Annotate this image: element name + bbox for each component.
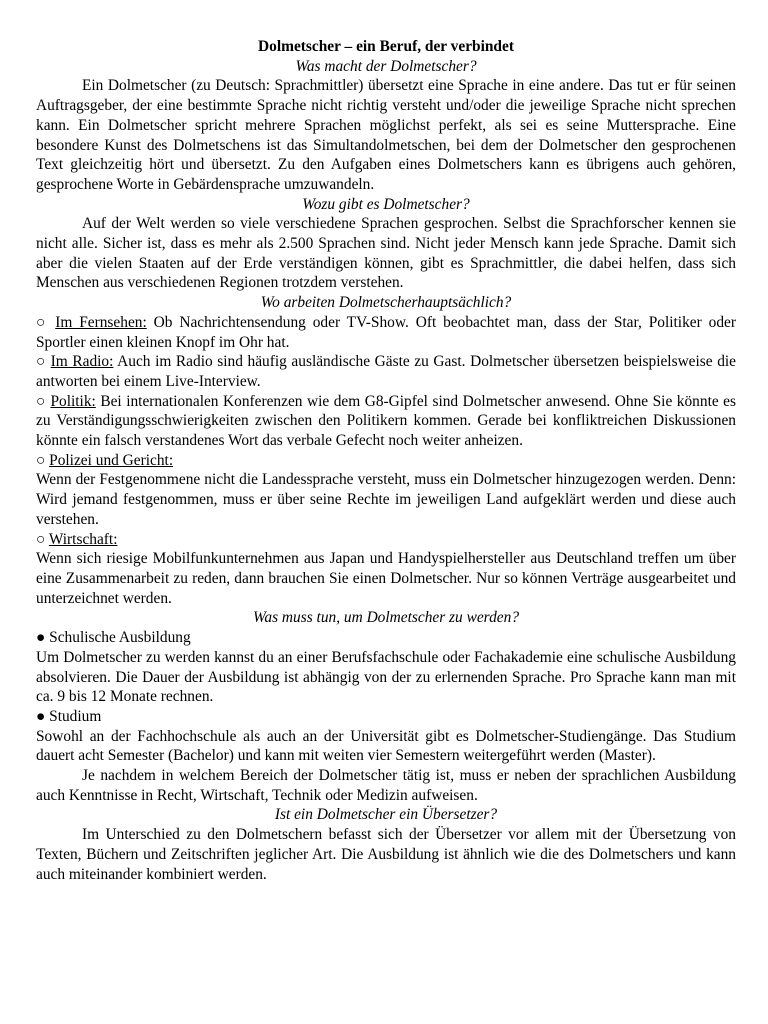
list-item-polizei [36, 451, 736, 471]
filled-bullet-icon: ● [36, 707, 46, 725]
filled-bullet-icon: ● [36, 629, 46, 647]
item-label: Studium [49, 707, 102, 725]
item-label: Politik: [50, 392, 96, 410]
hollow-bullet-icon: ○ [36, 313, 49, 331]
section-heading-was-macht: Was macht der Dolmetscher? [295, 57, 477, 75]
item-text: Ob Nachrichtensendung oder TV-Show. Oft beobachtet man, dass der Star, Politiker oder Sportler einen kleinen Knopf im Ohr hat. [36, 313, 736, 351]
section-heading-was-muss: Was muss tun, um Dolmetscher zu werden? [252, 609, 520, 627]
item-label: Im Fernsehen: [55, 313, 147, 331]
item-text-schulische-ausbildung: Um Dolmetscher zu werden kannst du an einer Berufsfachschule oder Fachakademie eine schulische Ausbildung absolvieren. Die Dauer der Ausbildung ist abhängig von der zu erlernenden Sprache. Pro Sprache kann man mit ca. 9 bis 12 Monate rechnen. [36, 648, 736, 706]
section-heading-wozu: Wozu gibt es Dolmetscher? [302, 195, 470, 213]
list-item-radio [36, 352, 736, 391]
hollow-bullet-icon: ○ [36, 392, 46, 410]
section-heading-uebersetzer: Ist ein Dolmetscher ein Übersetzer? [274, 806, 498, 824]
document-title: Dolmetscher – ein Beruf, der verbindet [258, 38, 514, 55]
item-text-polizei: Wenn der Festgenommene nicht die Landessprache versteht, muss ein Dolmetscher hinzugezogen werden. Denn: Wird jemand festgenommen, muss er über seine Rechte im jeweiligen Land aufgeklärt werden und diese auch verstehen. [36, 471, 736, 528]
hollow-bullet-icon: ○ [36, 451, 46, 469]
item-text-studium: Sowohl an der Fachhochschule als auch an der Universität gibt es Dolmetscher-Studiengänge. Das Studium dauert acht Semester (Bachelor) und kann mit weiten vier Semestern weitergeführt werden (Master). [36, 727, 736, 765]
item-label: Schulische Ausbildung [49, 629, 191, 647]
paragraph-je-nachdem: Je nachdem in welchem Bereich der Dolmetscher tätig ist, muss er neben der sprachlichen Ausbildung auch Kenntnisse in Recht, Wirtschaft, Technik oder Medizin aufweisen. [36, 767, 736, 804]
paragraph-wozu: Auf der Welt werden so viele verschiedene Sprachen gesprochen. Selbst die Sprachforscher kennen sie nicht alle. Sicher ist, dass es mehr als 2.500 Sprachen sind. Nicht jeder Mensch kann jede Sprache. Damit sich aber die vielen Staaten auf der Erde verständigen können, gibt es Sprachmittler, die dabei helfen, dass sich Menschen aus verschiedenen Regionen trotzdem verstehen. [36, 215, 736, 292]
item-label: Polizei und Gericht: [49, 451, 174, 469]
list-item-studium [36, 707, 736, 727]
item-text: Bei internationalen Konferenzen wie dem G8-Gipfel sind Dolmetscher anwesend. Ohne Sie könnte es zu Verständigungsschwierigkeiten zwischen den Politikern kommen. Gerade bei konfliktreichen Diskussionen könnte ein falsch verstandenes Wort das verbale Gefecht noch weiter anheizen. [36, 392, 736, 450]
item-text-wirtschaft: Wenn sich riesige Mobilfunkunternehmen aus Japan und Handyspielhersteller aus Deutschland treffen um über eine Zusammenarbeit zu reden, dann brauchen Sie einen Dolmetscher. Nur so können Verträge ausgearbeitet und unterzeichnet werden. [36, 550, 736, 607]
list-item-fernsehen [36, 313, 736, 352]
item-label: Wirtschaft: [48, 530, 118, 548]
item-label: Im Radio: [50, 353, 114, 371]
paragraph-was-macht: Ein Dolmetscher (zu Deutsch: Sprachmittler) übersetzt eine Sprache in eine andere. Das tut er für seinen Auftragsgeber, der eine bestimmte Sprache nicht richtig versteht und/oder die jeweilige Sprache nicht sprechen kann. Ein Dolmetscher spricht mehrere Sprachen möglichst perfekt, als sei es seine Muttersprache. Eine besondere Kunst des Dolmetschens ist das Simultandolmetschen, bei dem der Dolmetscher den gesprochenen Text gleichzeitig hört und übersetzt. Zu den Aufgaben eines Dolmetschers kann es übrigens auch gehören, gesprochene Worte in Gebärdensprache umzuwandeln. [36, 77, 736, 193]
hollow-bullet-icon: ○ [36, 530, 46, 548]
item-text: Auch im Radio sind häufig ausländische Gäste zu Gast. Dolmetscher übersetzen beispielsweise die antworten bei einem Live-Interview. [36, 353, 737, 390]
hollow-bullet-icon: ○ [36, 353, 47, 371]
list-item-wirtschaft [36, 530, 736, 550]
list-item-schulische-ausbildung [36, 628, 736, 648]
paragraph-uebersetzer: Im Unterschied zu den Dolmetschern befasst sich der Übersetzer vor allem mit der Übersetzung von Texten, Büchern und Zeitschriften jeglicher Art. Die Ausbildung ist ähnlich wie die des Dolmetschers und kann auch miteinander kombiniert werden. [36, 826, 736, 883]
section-heading-wo-arbeiten: Wo arbeiten Dolmetscherhauptsächlich? [260, 294, 512, 312]
list-item-politik [36, 392, 736, 451]
